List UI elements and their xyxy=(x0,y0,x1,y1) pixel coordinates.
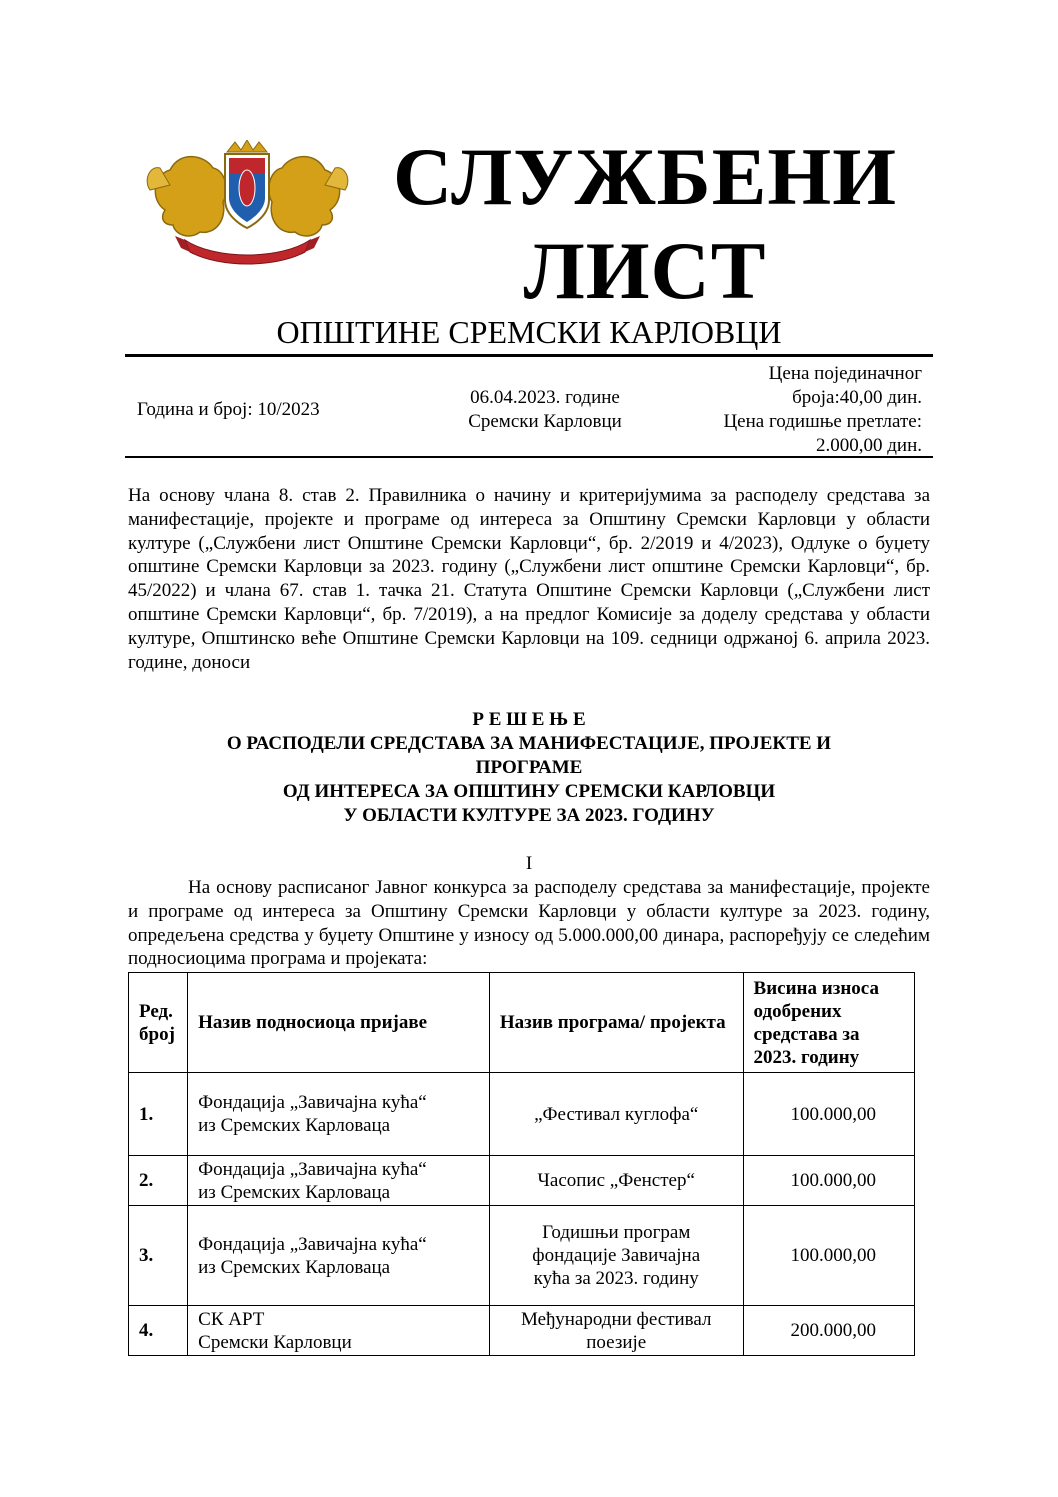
price-single: Цена појединачног броја:40,00 дин. xyxy=(768,363,922,408)
header-num: Ред. број xyxy=(129,973,188,1073)
row-applicant: Фондација „Завичајна кућа“ из Сремских Карловаца xyxy=(188,1156,490,1206)
row-num: 4. xyxy=(129,1306,188,1356)
row-program: „Фестивал куглофа“ xyxy=(489,1073,743,1156)
row-applicant: Фондација „Завичајна кућа“ из Сремских Карловаца xyxy=(188,1073,490,1156)
row-program: Међународни фестивал поезије xyxy=(489,1306,743,1356)
journal-subtitle: ОПШТИНЕ СРЕМСКИ КАРЛОВЦИ xyxy=(276,314,782,350)
decision-heading xyxy=(125,708,933,828)
issue-place: Сремски Карловци xyxy=(468,411,622,432)
row-num: 1. xyxy=(129,1073,188,1156)
date-place-block xyxy=(440,386,650,434)
row-applicant: СК АРТ Сремски Карловци xyxy=(188,1306,490,1356)
section-numeral: I xyxy=(525,853,533,874)
row-amount: 100.000,00 xyxy=(743,1156,914,1206)
row-program: Часопис „Фенстер“ xyxy=(489,1156,743,1206)
price-subscription: Цена годишње претлате: 2.000,00 дин. xyxy=(723,411,922,456)
masthead-top-rule xyxy=(125,354,933,357)
masthead-bottom-rule xyxy=(125,456,933,458)
table-header-row xyxy=(129,973,915,1073)
row-amount: 200.000,00 xyxy=(743,1306,914,1356)
journal-title-line2: ЛИСТ xyxy=(523,225,767,316)
table-row xyxy=(129,1306,915,1356)
issue-date: 06.04.2023. године xyxy=(470,387,620,408)
heading-line: Р Е Ш Е Њ Е xyxy=(472,709,586,730)
heading-line: ОД ИНТЕРЕСА ЗА ОПШТИНУ СРЕМСКИ КАРЛОВЦИ xyxy=(282,781,776,802)
header-program: Назив програма/ пројекта xyxy=(489,973,743,1073)
coat-of-arms-emblem xyxy=(145,140,350,266)
row-applicant: Фондација „Завичајна кућа“ из Сремских Карловаца xyxy=(188,1206,490,1306)
header-amount: Висина износа одобрених средстава за 2023. годину xyxy=(743,973,914,1073)
allocation-table xyxy=(128,972,915,1356)
row-amount: 100.000,00 xyxy=(743,1073,914,1156)
intro-paragraph: На основу члана 8. став 2. Правилника о начину и критеријумима за расподелу средстава за манифестације, пројекте и програме од интереса за Општину Сремски Карловци у области културе („Службени лист Општине Сремски Карловци“, бр. 2/2019 и 4/2023), Одлуке о буџету општине Сремски Карловци за 2023. годину („Службени лист општине Сремски Карловци“, бр. 45/2022) и члана 67. став 1. тачка 21. Статута Општине Сремски Карловци („Службени лист општине Сремски Карловци“, бр. 7/2019), а на предлог Комисије за доделу средстава у области културе, Општинско веће Општине Сремски Карловци на 109. седници одржаној 6. априла 2023. године, доноси xyxy=(128,485,930,673)
heading-line: У ОБЛАСТИ КУЛТУРЕ ЗА 2023. ГОДИНУ xyxy=(343,805,715,826)
section-paragraph: На основу расписаног Јавног конкурса за расподелу средстава за манифестације, пројекте и програме од интереса за Општину Сремски Карловци у области културе за 2023. годину, опредељена средства у буџету Општине у износу од 5.000.000,00 динара, распоређују се следећим подносиоцима програма и пројеката: xyxy=(128,877,930,970)
header-applicant: Назив подносиоца пријаве xyxy=(188,973,490,1073)
table-row xyxy=(129,1206,915,1306)
row-program: Годишњи програм фондације Завичајна кућа за 2023. годину xyxy=(489,1206,743,1306)
heading-line: О РАСПОДЕЛИ СРЕДСТАВА ЗА МАНИФЕСТАЦИЈЕ, ПРОЈЕКТЕ И xyxy=(226,733,832,754)
issue-number: Година и број: 10/2023 xyxy=(137,399,320,420)
row-num: 3. xyxy=(129,1206,188,1306)
row-amount: 100.000,00 xyxy=(743,1206,914,1306)
table-row xyxy=(129,1156,915,1206)
journal-title-line1: СЛУЖБЕНИ xyxy=(392,131,897,222)
table-row xyxy=(129,1073,915,1156)
heading-line: ПРОГРАМЕ xyxy=(475,757,583,778)
row-num: 2. xyxy=(129,1156,188,1206)
price-block xyxy=(640,362,922,458)
